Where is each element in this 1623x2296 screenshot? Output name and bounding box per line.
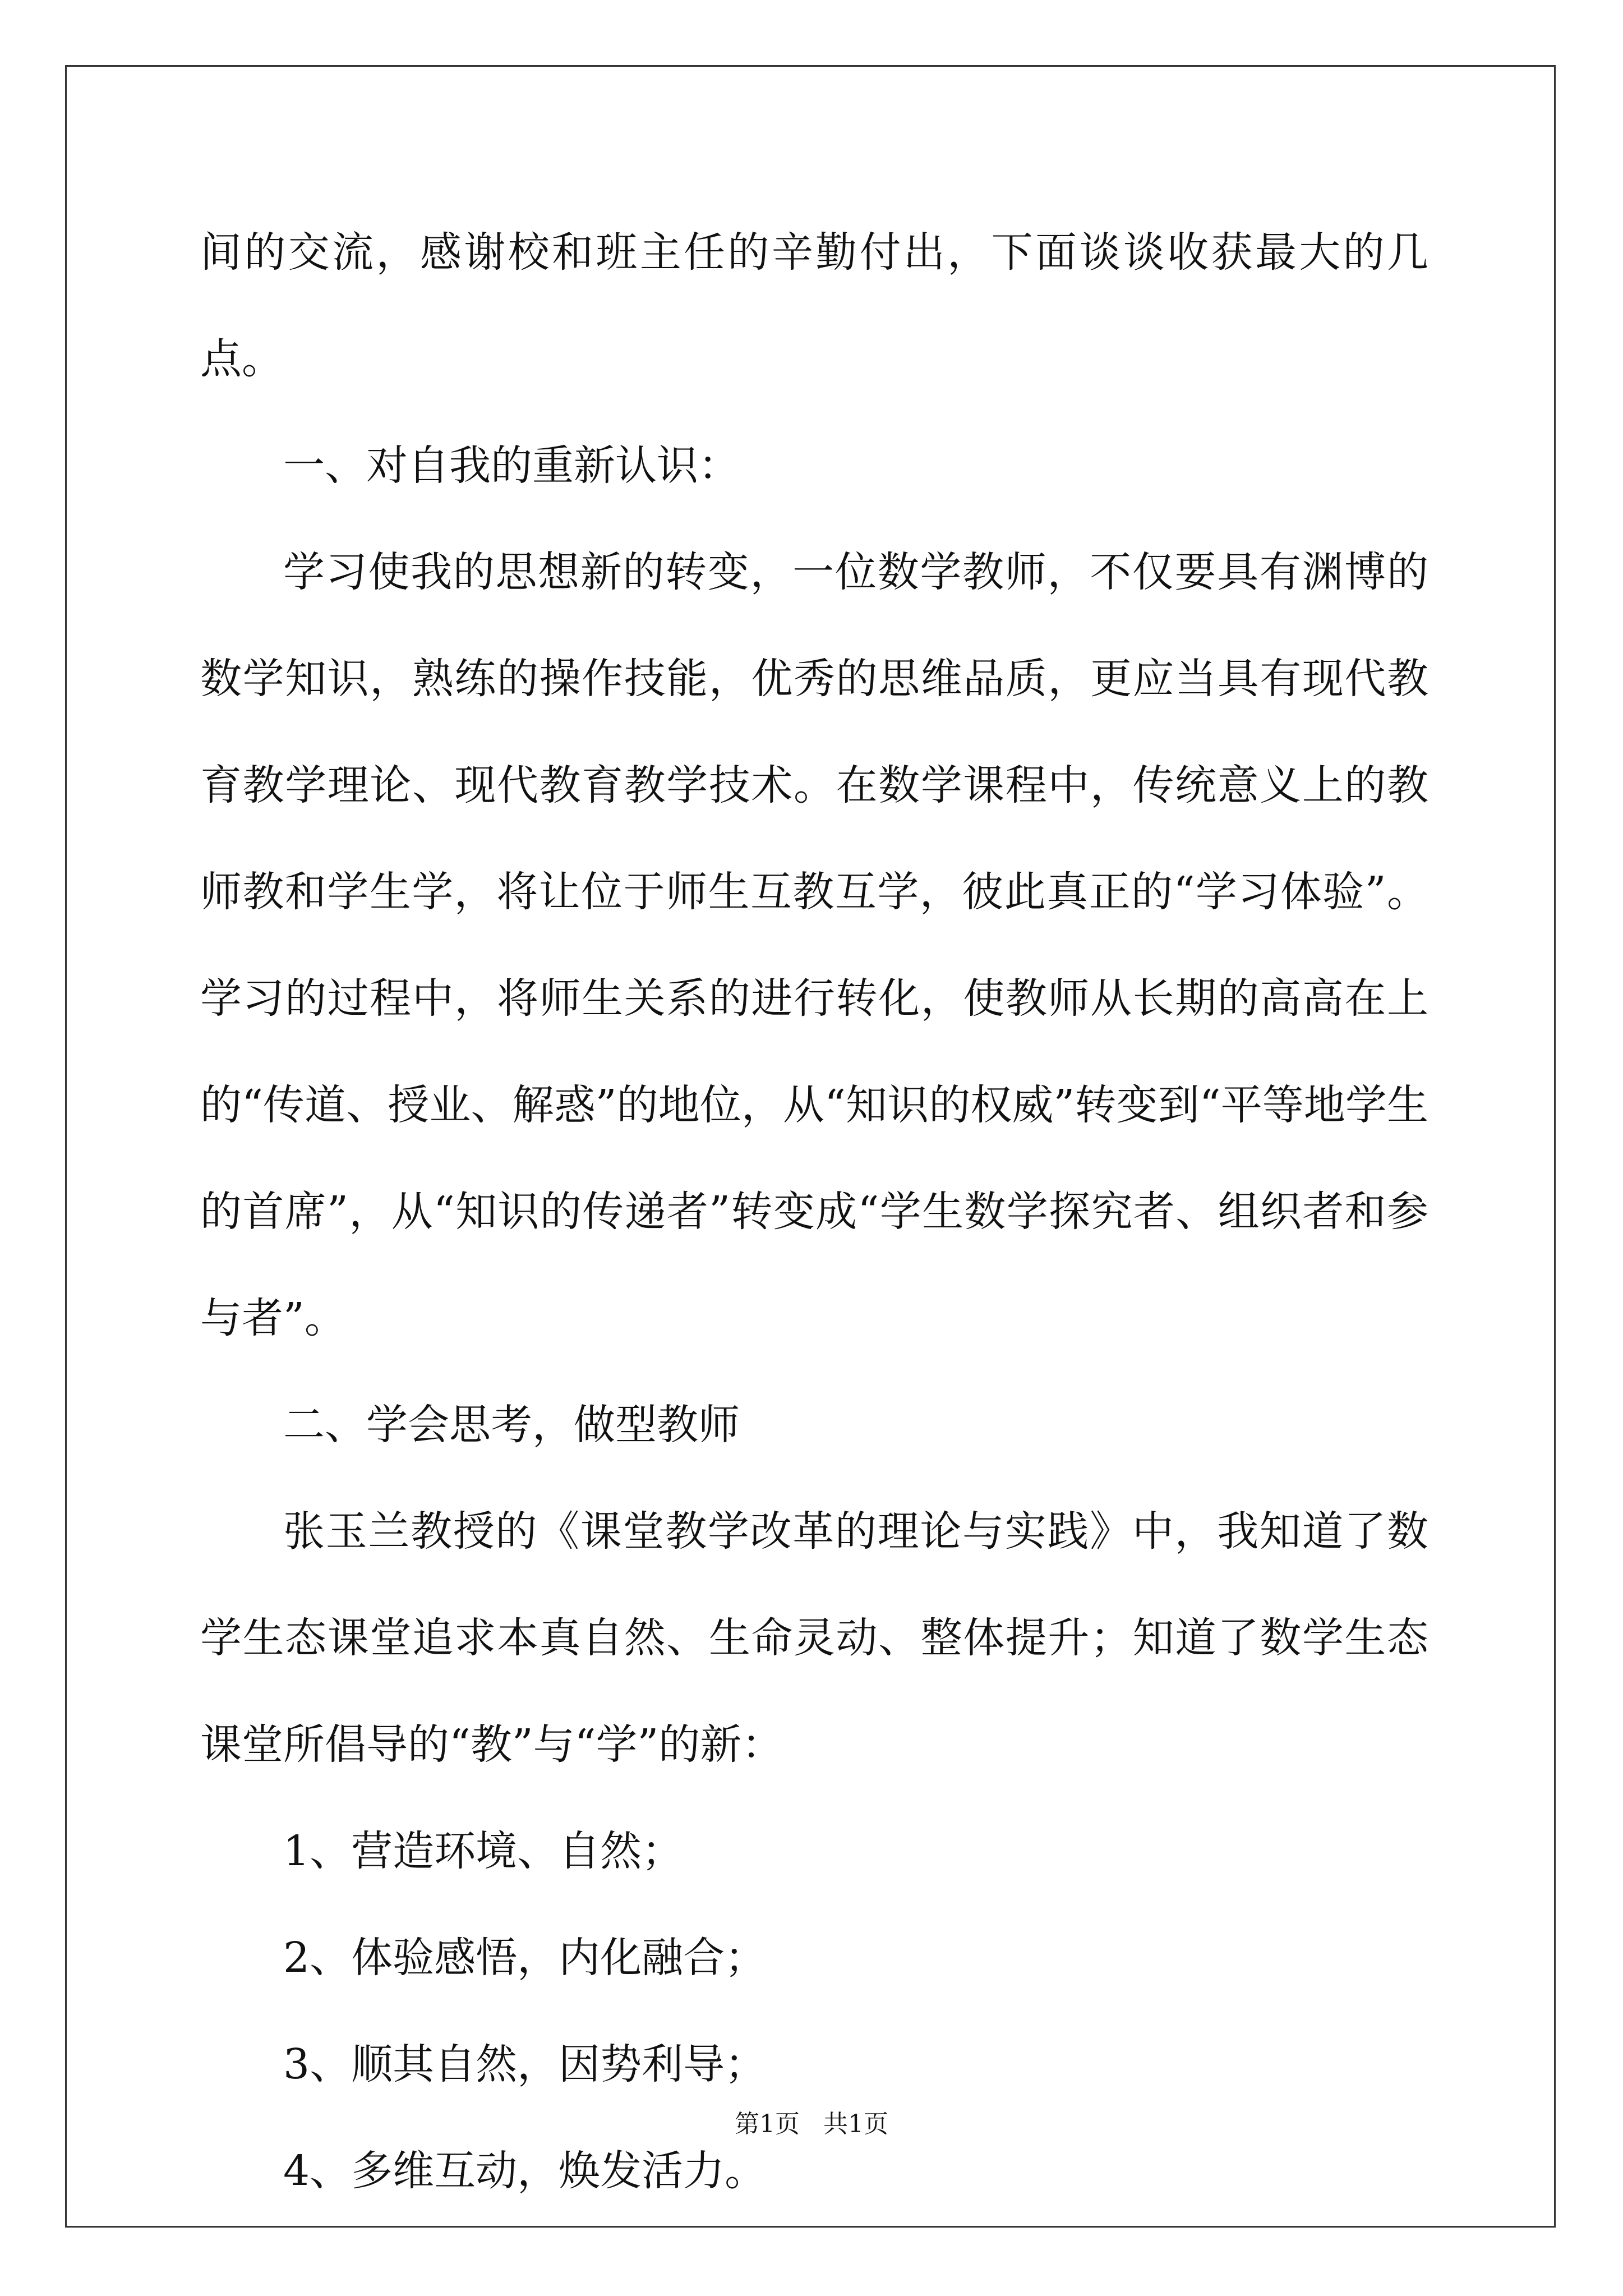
paragraph-2: 学习使我的思想新的转变，一位数学教师，不仅要具有渊博的数学知识，熟练的操作技能，优秀的思维品质，更应当具有现代教育教学理论、现代教育教学技术。在数学课程中，传统意义上的教师教和学生学，将让位于师生互教互学，彼此真正的“学习体验”。学习的过程中，将师生关系的进行转化，使教师从长期的高高在上的“传道、授业、解惑”的地位，从“知识的权威”转变到“平等地学生的首席”，从“知识的传递者”转变成“学生数学探究者、组织者和参与者”。: [200, 548, 1428, 1342]
heading-section-2: 二、学会思考，做型教师: [283, 1401, 740, 1449]
heading-section-1: 一、对自我的重新认识：: [283, 441, 740, 490]
paragraph-3: 张玉兰教授的《课堂教学改革的理论与实践》中，我知道了数学生态课堂追求本真自然、生命灵动、整体提升；知道了数学生态课堂所倡导的“教”与“学”的新：: [200, 1507, 1428, 1769]
list-item-3: 3、顺其自然，因势利导；: [283, 2040, 767, 2088]
list-item-2: 2、体验感悟，内化融合；: [283, 1934, 767, 1982]
list-item-1: 1、营造环境、自然；: [283, 1827, 684, 1875]
paragraph-1: 间的交流，感谢校和班主任的辛勤付出，下面谈谈收获最大的几点。: [200, 228, 1428, 383]
document-body: [200, 199, 1428, 2224]
list-item-4: 4、多维互动，焕发活力。: [283, 2147, 767, 2195]
page-number-footer: 第1页 共1页: [735, 2110, 888, 2138]
